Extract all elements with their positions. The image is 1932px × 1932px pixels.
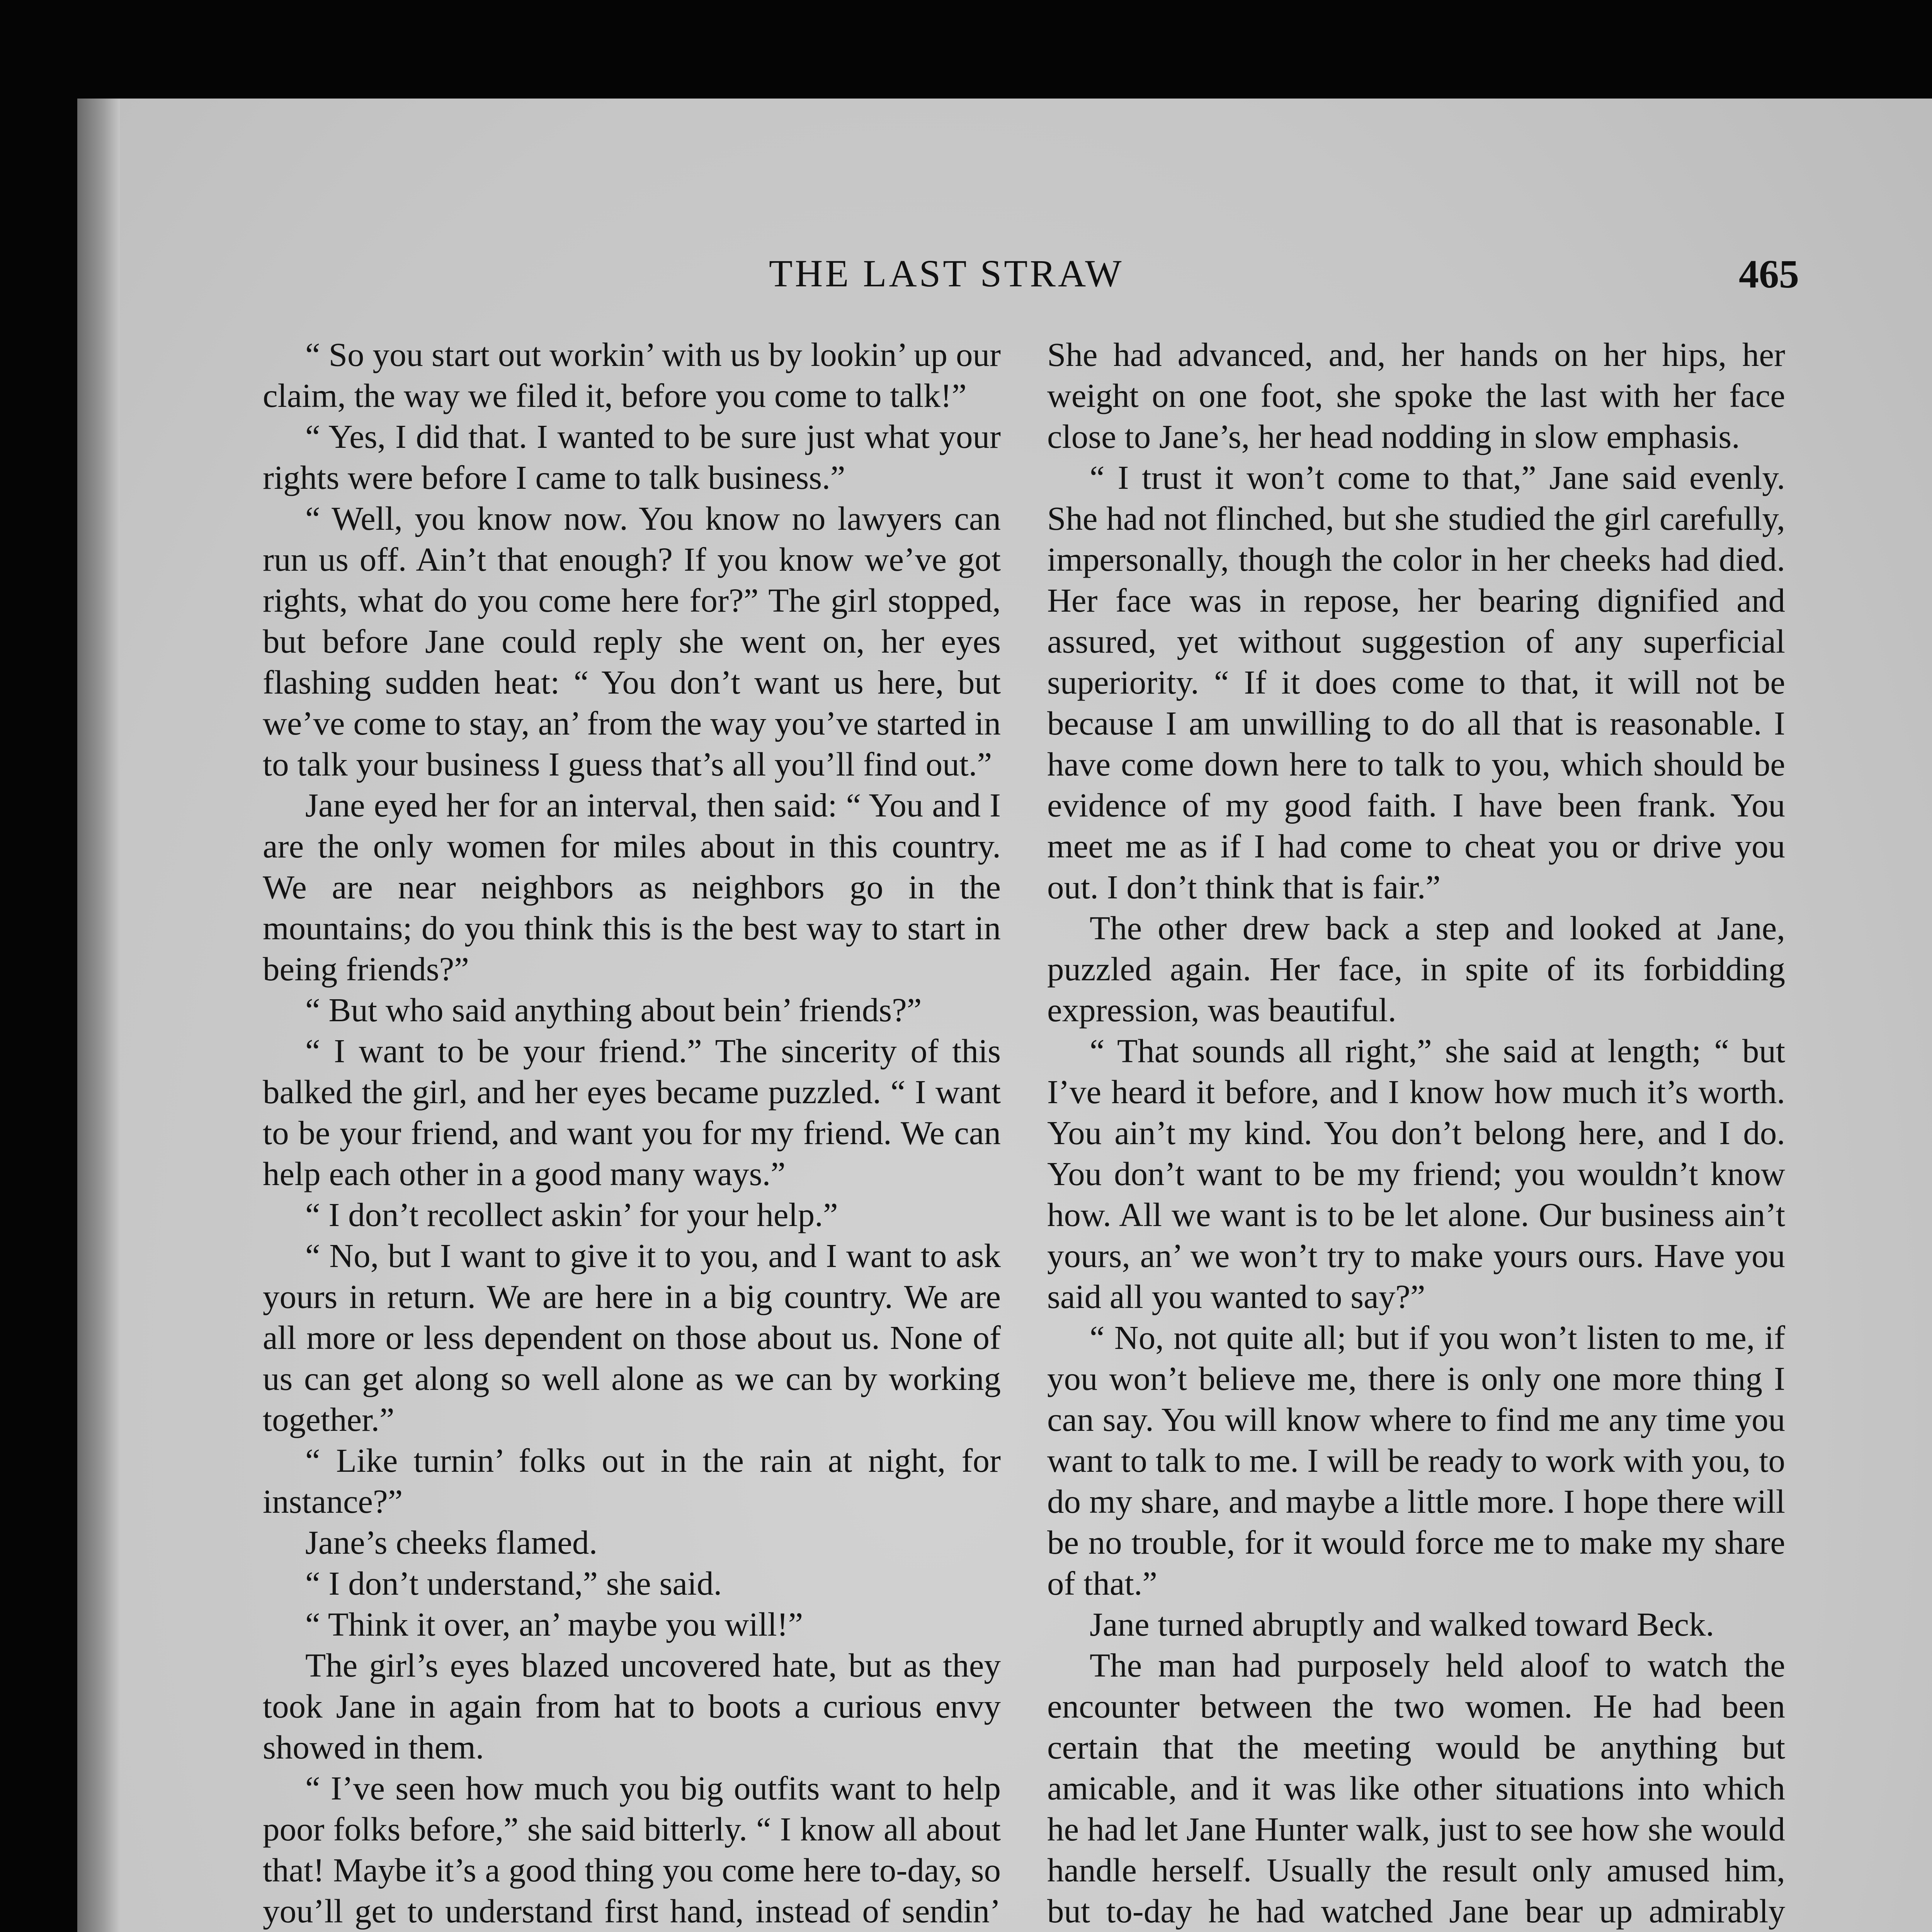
paragraph: “ No, not quite all; but if you won’t listen to me, if you won’t believe me, there is only one more thing I can say. You will know where to find me any time you want to talk to me. I will be ready to work with you, to do my share, and maybe a little more. I hope there will be no trouble, for it would force me to make my share of that.” (1047, 1319, 1785, 1602)
paragraph: “ I trust it won’t come to that,” Jane said evenly. She had not flinched, but she studied the girl carefully, impersonally, though the color in her cheeks had died. Her face was in repose, her bearing dignified and assured, yet without suggestion of any superficial superiority. “ If it does come to that, it will not be because I am unwilling to do all that is reasonable. I have come down here to talk to you, which should be evidence of my good faith. I have been frank. You meet me as if I had come to cheat you or drive you out. I don’t think that is fair.” (1047, 459, 1785, 906)
paragraph: “ Like turnin’ folks out in the rain at night, for instance?” (263, 1442, 1001, 1520)
paragraph: Jane’s cheeks flamed. (305, 1524, 598, 1561)
paragraph: “ I don’t understand,” she said. (305, 1565, 722, 1602)
right-column (1047, 334, 1785, 1932)
running-title: THE LAST STRAW (769, 252, 1124, 295)
paragraph: “ No, but I want to give it to you, and I want to ask yours in return. We are here in a big country. We are all more or less dependent on those about us. None of us can get along so well alone as we can by working together.” (263, 1237, 1001, 1438)
paragraph: “ Well, you know now. You know no lawyers can run us off. Ain’t that enough? If you know we’ve got rights, what do you come here for?” The girl stopped, but before Jane could reply she went on, her eyes flashing sudden heat: “ You don’t want us here, but we’ve come to stay, an’ from the way you’ve started in to talk your business I guess that’s all you’ll find out.” (263, 500, 1001, 783)
paragraph: She had advanced, and, her hands on her hips, her weight on one foot, she spoke the last with her face close to Jane’s, her head nodding in slow emphasis. (1047, 336, 1785, 455)
paragraph: “ Think it over, an’ maybe you will!” (305, 1605, 803, 1643)
paragraph: “ I want to be your friend.” The sincerity of this balked the girl, and her eyes became puzzled. “ I want to be your friend, and want you for my friend. We can help each other in a good many ways.” (263, 1032, 1001, 1192)
paragraph: “ But who said anything about bein’ friends?” (305, 991, 922, 1029)
paragraph: “ I don’t recollect askin’ for your help.” (305, 1196, 838, 1233)
left-column (263, 334, 1001, 1932)
paragraph: Jane eyed her for an interval, then said: “ You and I are the only women for miles about in this country. We are near neighbors as neighbors go in the mountains; do you think this is the best way to start in being friends?” (263, 786, 1001, 988)
page-gutter (77, 99, 120, 1932)
paragraph: “ I’ve seen how much you big outfits want to help poor folks before,” she said bitterly. “ I know all about that! Maybe it’s a good thing you come here to-day, so you’ll get to understand first hand, instead of sendin’ (263, 1769, 1001, 1930)
paragraph: “ So you start out workin’ with us by lookin’ up our claim, the way we filed it, before you come to talk!” (263, 336, 1001, 414)
paragraph: The girl’s eyes blazed uncovered hate, but as they took Jane in again from hat to boots a curious envy showed in them. (263, 1646, 1001, 1766)
paragraph: The man had purposely held aloof to watch the encounter between the two women. He had been certain that the meeting would be anything but amicable, and it was like other situations into which he had let Jane Hunter walk, just to see how she would handle herself. Usually the result only amused him, but to-day he had watched Jane bear up admirably (1047, 1646, 1785, 1930)
paragraph: “ That sounds all right,” she said at length; “ but I’ve heard it before, and I know how much it’s worth. You ain’t my kind. You don’t belong here, and I do. You don’t want to be my friend; you wouldn’t know how. All we want is to be let alone. Our business ain’t yours, an’ we won’t try to make yours ours. Have you said all you wanted to say?” (1047, 1032, 1785, 1315)
paragraph: The other drew back a step and looked at Jane, puzzled again. Her face, in spite of its forbidding expression, was beautiful. (1047, 909, 1785, 1029)
page-number: 465 (1739, 252, 1799, 296)
book-page (77, 99, 1932, 1932)
paragraph: “ Yes, I did that. I wanted to be sure just what your rights were before I came to talk business.” (263, 418, 1001, 496)
paragraph: Jane turned abruptly and walked toward Beck. (1090, 1605, 1714, 1643)
